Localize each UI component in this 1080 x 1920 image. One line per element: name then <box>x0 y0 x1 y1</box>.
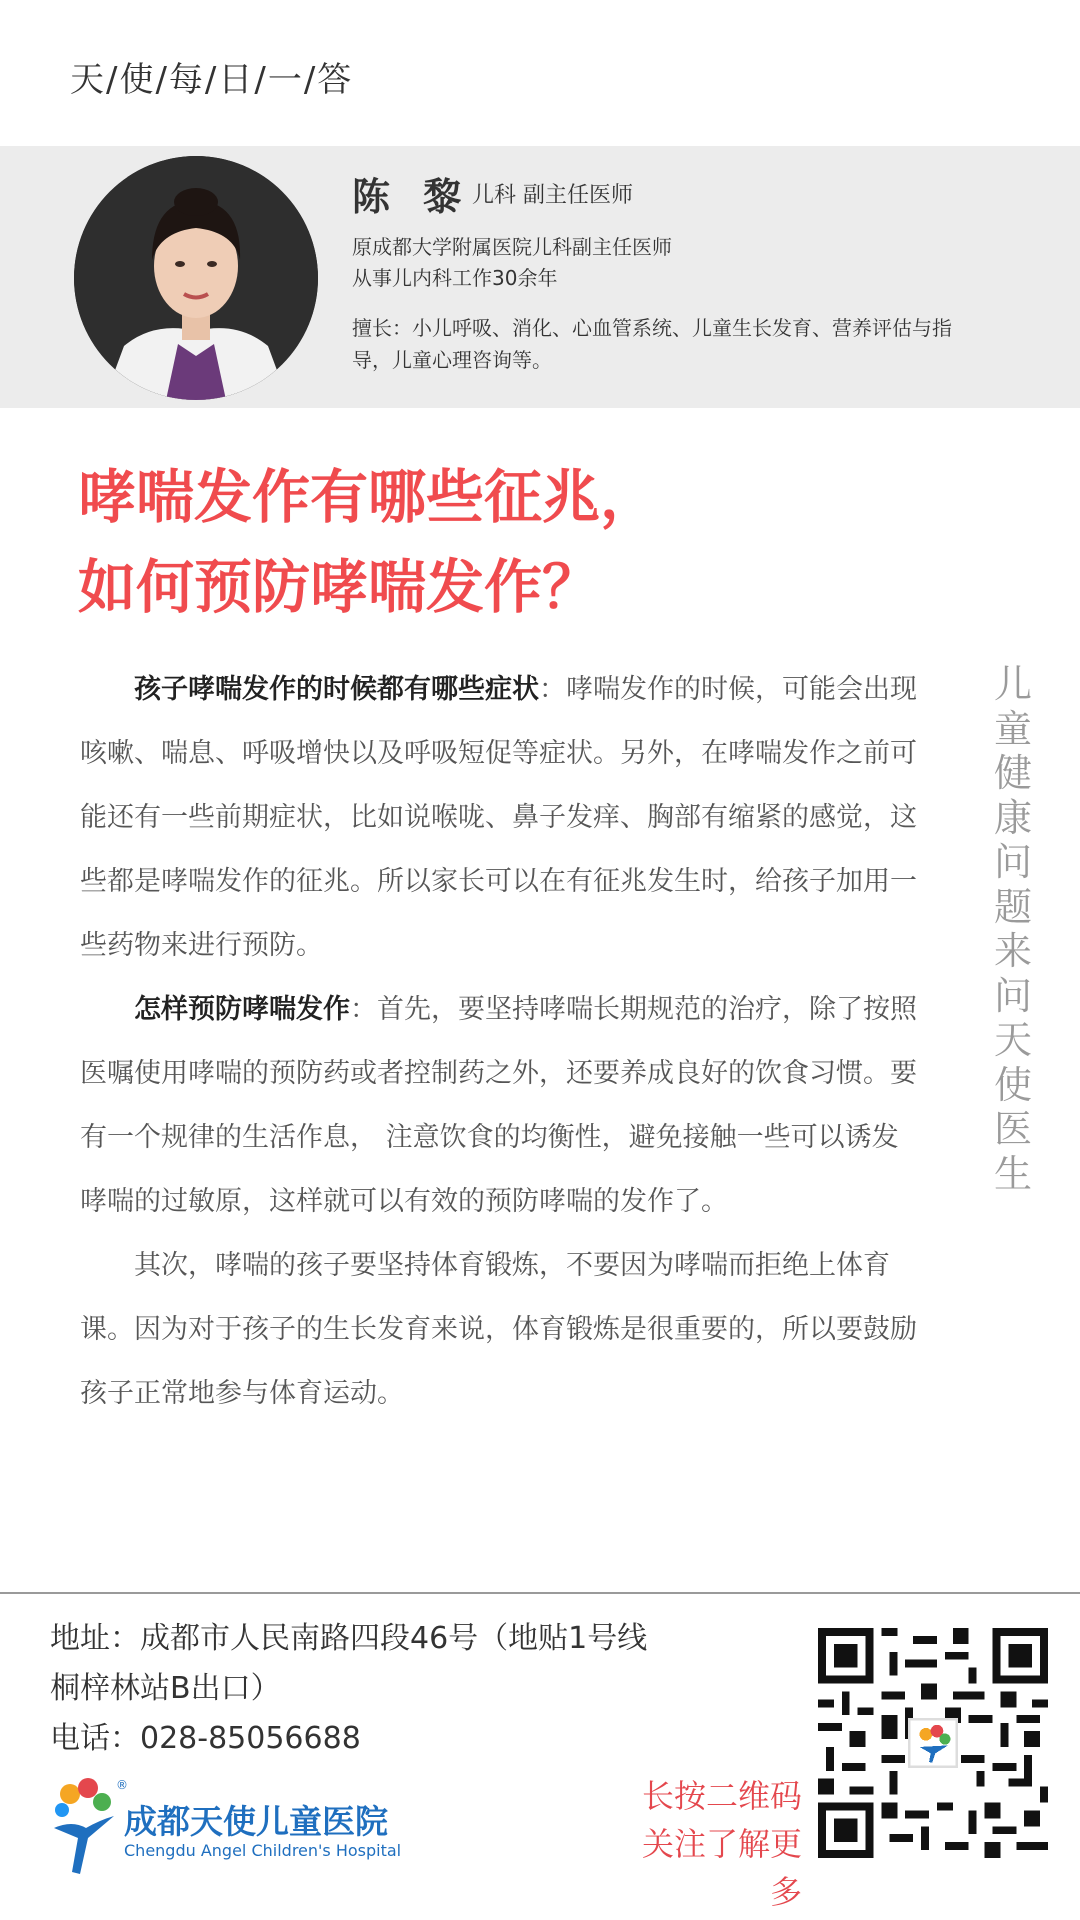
paragraph-text: ：首先，要坚持哮喘长期规范的治疗，除了按照医嘱使用哮喘的预防药或者控制药之外，还要养成良好的饮食习惯。要有一个规律的生活作息， 注意饮食的均衡性，避免接触一些可以诱发哮喘的过敏原，这样就可以有效的预防哮喘的发作了。 <box>80 994 917 1217</box>
qr-cta-line: 关注了解更多 <box>641 1825 802 1911</box>
article-paragraph <box>80 1234 922 1426</box>
qr-call-to-action <box>612 1772 802 1916</box>
hospital-logo-icon <box>48 1776 120 1876</box>
headline-line: 哮喘发作有哪些征兆， <box>78 463 659 531</box>
headline-line: 如何预防哮喘发作？ <box>78 553 601 621</box>
vertical-slogan: 儿童健康问题 来问天使医生 <box>993 662 1032 1196</box>
article-paragraph <box>80 978 922 1234</box>
qr-code-icon <box>818 1628 1048 1858</box>
doctor-avatar <box>74 156 318 400</box>
doctor-bio-line: 从事儿内科工作30余年 <box>352 266 558 290</box>
phone-line: 电话：028-85056688 <box>50 1721 361 1756</box>
doctor-title: 儿科 副主任医师 <box>472 183 633 208</box>
address-line: 地址：成都市人民南路四段46号（地贴1号线 <box>50 1621 648 1656</box>
paragraph-lead: 怎样预防哮喘发作 <box>134 994 350 1025</box>
paragraph-text: ：哮喘发作的时候，可能会出现咳嗽、喘息、呼吸增快以及呼吸短促等症状。另外，在哮喘发作之前可能还有一些前期症状，比如说喉咙、鼻子发痒、胸部有缩紧的感觉，这些都是哮喘发作的征兆。所以家长可以在有征兆发生时，给孩子加用一些药物来进行预防。 <box>80 674 917 961</box>
registered-mark: ® <box>116 1778 128 1792</box>
article-paragraph <box>80 658 922 978</box>
hospital-name-cn: 成都天使儿童医院 <box>124 1802 388 1841</box>
address-line: 桐梓林站B出口） <box>50 1671 281 1706</box>
article-body <box>80 658 922 1426</box>
paragraph-text: 其次，哮喘的孩子要坚持体育锻炼，不要因为哮喘而拒绝上体育课。因为对于孩子的生长发育来说，体育锻炼是很重要的，所以要鼓励孩子正常地参与体育运动。 <box>80 1250 917 1409</box>
doctor-bio <box>352 232 672 294</box>
doctor-portrait-image <box>74 156 318 400</box>
paragraph-lead: 孩子哮喘发作的时候都有哪些症状 <box>134 674 539 705</box>
qr-cta-line: 长按二维码 <box>641 1777 802 1815</box>
hospital-name-en: Chengdu Angel Children's Hospital <box>124 1841 402 1860</box>
doctor-name: 陈 黎 <box>352 175 472 219</box>
doctor-bio-line: 原成都大学附属医院儿科副主任医师 <box>352 235 672 259</box>
footer-divider <box>0 1592 1080 1594</box>
qr-code[interactable] <box>818 1628 1048 1858</box>
series-title: 天/使/每/日/一/答 <box>70 60 354 100</box>
doctor-specialty: 擅长：小儿呼吸、消化、心血管系统、儿童生长发育、营养评估与指导，儿童心理咨询等。 <box>352 316 952 372</box>
contact-info <box>50 1614 647 1764</box>
article-headline <box>78 452 658 632</box>
